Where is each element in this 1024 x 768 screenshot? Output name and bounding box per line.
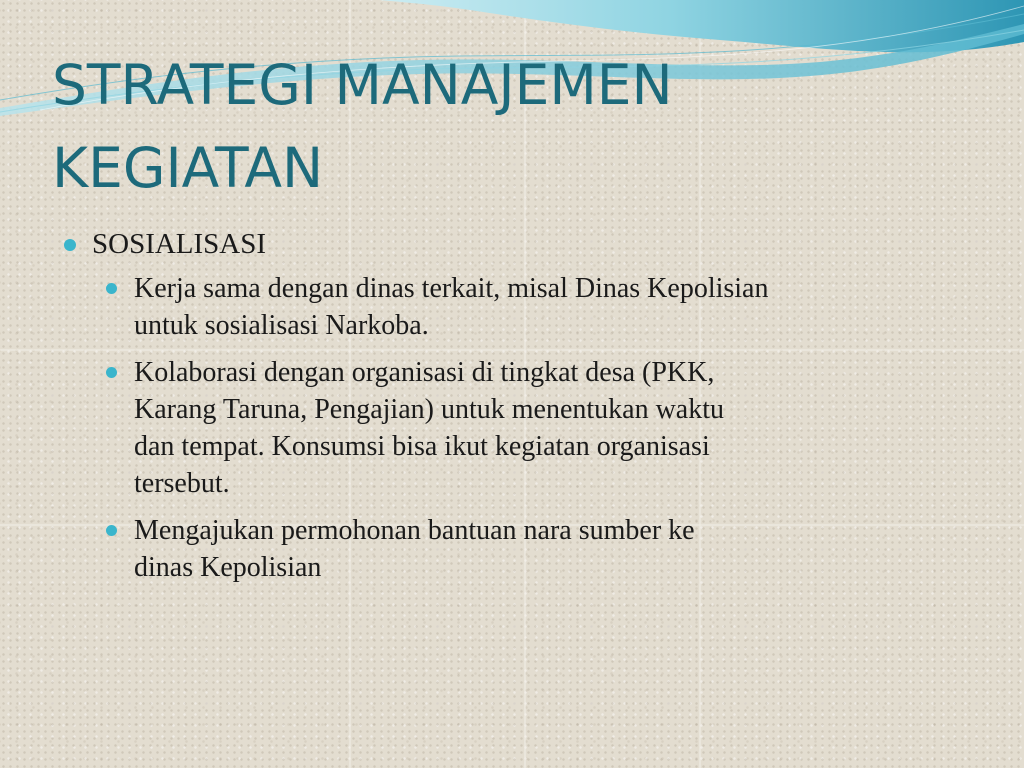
bullet-item-sosialisasi (64, 226, 964, 262)
bullet-dot-icon (106, 367, 117, 378)
sub-bullet-text-line: dinas Kepolisian (134, 552, 322, 583)
sub-bullet-text-line: dan tempat. Konsumsi bisa ikut kegiatan organisasi (134, 431, 710, 462)
section-label: SOSIALISASI (92, 228, 267, 260)
sub-bullet-text-line: untuk sosialisasi Narkoba. (134, 310, 429, 341)
sub-bullet-text-line: Kolaborasi dengan organisasi di tingkat desa (PKK, (134, 357, 715, 388)
bullet-dot-icon (64, 239, 76, 251)
sub-bullet-text-line: Karang Taruna, Pengajian) untuk menentukan waktu (134, 394, 725, 425)
sub-bullet-item (106, 354, 964, 502)
slide-title-line2: KEGIATAN (52, 136, 324, 200)
sub-bullet-item (106, 270, 964, 344)
slide-content (64, 226, 964, 596)
bullet-dot-icon (106, 283, 117, 294)
sub-bullet-list (64, 270, 964, 586)
sub-bullet-text-line: Kerja sama dengan dinas terkait, misal Dinas Kepolisian (134, 273, 769, 304)
slide-title (52, 44, 952, 210)
sub-bullet-text-line: tersebut. (134, 468, 230, 499)
slide-title-line1: STRATEGI MANAJEMEN (52, 53, 673, 117)
sub-bullet-item (106, 512, 964, 586)
sub-bullet-text-line: Mengajukan permohonan bantuan nara sumber ke (134, 515, 695, 546)
bullet-dot-icon (106, 525, 117, 536)
